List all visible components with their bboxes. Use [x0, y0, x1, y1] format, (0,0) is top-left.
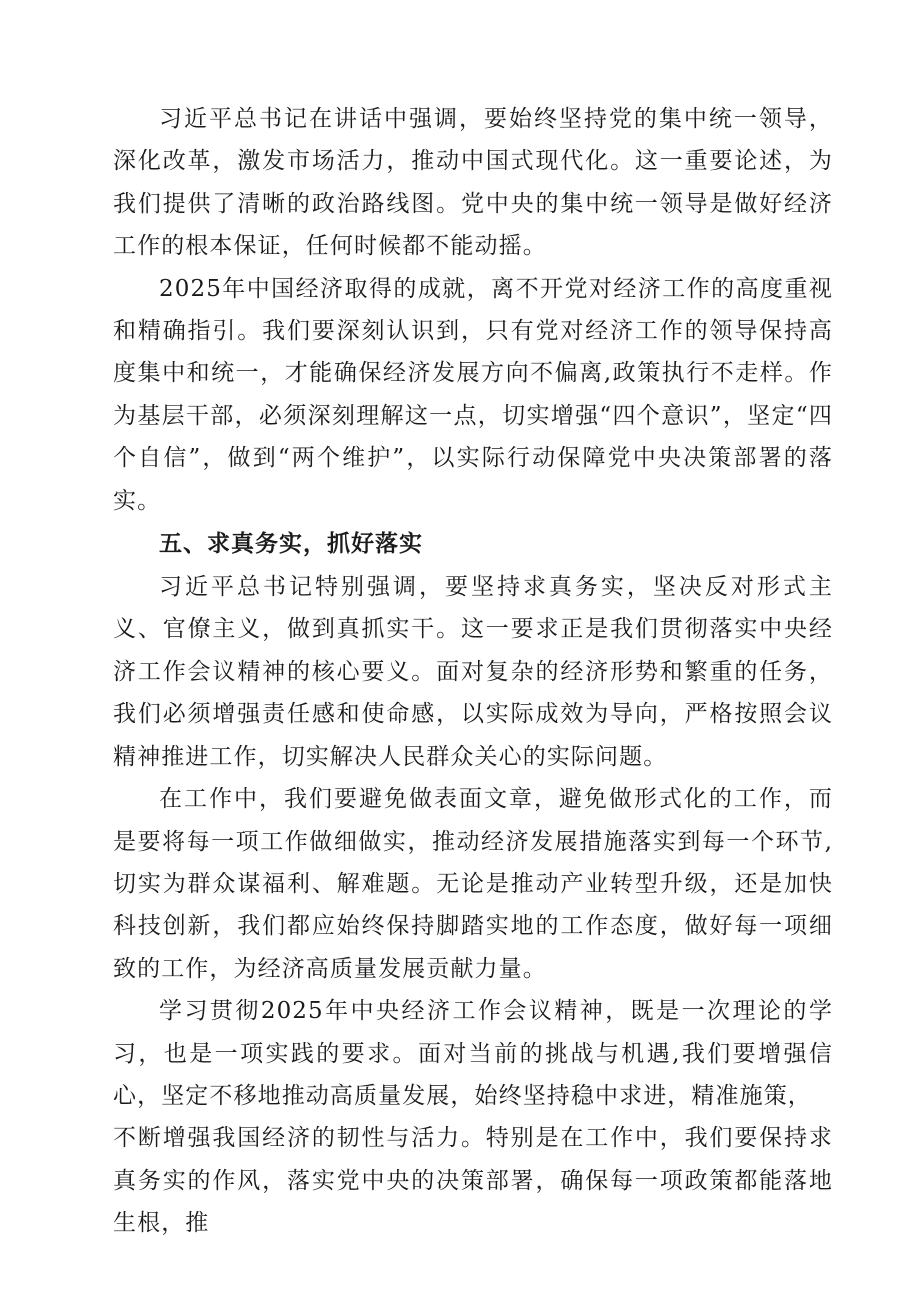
document-body: [113, 98, 833, 1245]
section-heading: 五、求真务实，抓好落实: [159, 531, 423, 558]
paragraph-study-meeting: 学习贯彻2025年中央经济工作会议精神，既是一次理论的学习，也是一项实践的要求。面对当前的挑战与机遇,我们要增强信心，坚定不移地推动高质量发展，始终坚持稳中求进，精准施策，: [113, 998, 833, 1109]
paragraph-continuation: 不断增强我国经济的韧性与活力。特别是在工作中，我们要保持求真务实的作风，落实党中央的决策部署，确保每一项政策都能落地生根，推: [113, 1125, 833, 1237]
paragraph-pragmatism: 习近平总书记特别强调，要坚持求真务实，坚决反对形式主义、官僚主义，做到真抓实干。这一要求正是我们贯彻落实中央经济工作会议精神的核心要义。面对复杂的经济形势和繁重的任务，我们必须增强责任感和使命感，以实际成效为导向，严格按照会议精神推进工作，切实解决人民群众关心的实际问题。: [113, 574, 833, 770]
paragraph-work-practice: 在工作中，我们要避免做表面文章，避免做形式化的工作，而是要将每一项工作做细做实，推动经济发展措施落实到每一个环节,切实为群众谋福利、解难题。无论是推动产业转型升级，还是加快科技创新，我们都应始终保持脚踏实地的工作态度，做好每一项细致的工作，为经济高质量发展贡献力量。: [113, 786, 833, 982]
paragraph-achievements: 2025年中国经济取得的成就，离不开党对经济工作的高度重视和精确指引。我们要深刻认识到，只有党对经济工作的领导保持高度集中和统一，才能确保经济发展方向不偏离,政策执行不走样。作为基层干部，必须深刻理解这一点，切实增强“四个意识”，坚定“四个自信”，做到“两个维护”，以实际行动保障党中央决策部署的落实。: [113, 275, 833, 514]
paragraph-leadership: 习近平总书记在讲话中强调，要始终坚持党的集中统一领导，深化改革，激发市场活力，推动中国式现代化。这一重要论述，为我们提供了清晰的政治路线图。党中央的集中统一领导是做好经济工作的根本保证，任何时候都不能动摇。: [113, 106, 833, 260]
